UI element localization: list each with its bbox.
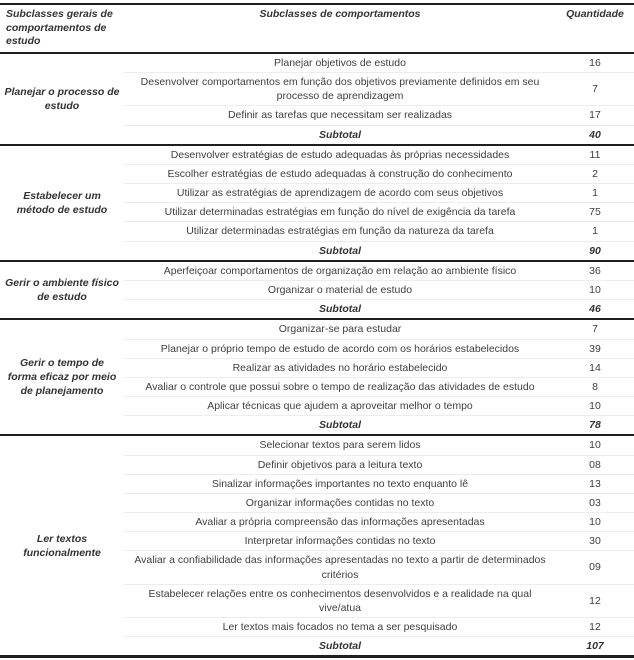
behavior-cell: Utilizar determinadas estratégias em função da natureza da tarefa	[124, 222, 556, 241]
quantity-cell: 13	[556, 474, 634, 493]
behavior-row	[0, 261, 634, 281]
behavior-cell: Definir as tarefas que necessitam ser realizadas	[124, 106, 556, 125]
behavior-cell: Organizar informações contidas no texto	[124, 493, 556, 512]
quantity-cell: 14	[556, 358, 634, 377]
behavior-cell: Avaliar a própria compreensão das informações apresentadas	[124, 513, 556, 532]
quantity-cell: 11	[556, 145, 634, 165]
subtotal-label-cell: Subtotal	[124, 241, 556, 261]
quantity-cell: 1	[556, 184, 634, 203]
behavior-cell: Desenvolver comportamentos em função dos objetivos previamente definidos em seu processo de aprendizagem	[124, 73, 556, 106]
category-cell: Ler textos funcionalmente	[0, 435, 124, 657]
behavior-cell: Utilizar determinadas estratégias em função do nível de exigência da tarefa	[124, 203, 556, 222]
quantity-cell: 10	[556, 397, 634, 416]
quantity-cell: 10	[556, 513, 634, 532]
behavior-cell: Sinalizar informações importantes no texto enquanto lê	[124, 474, 556, 493]
subtotal-label-cell: Subtotal	[124, 416, 556, 436]
behavior-row	[0, 145, 634, 165]
behavior-cell: Interpretar informações contidas no texto	[124, 532, 556, 551]
quantity-cell: 08	[556, 455, 634, 474]
quantity-cell: 03	[556, 493, 634, 512]
subtotal-value-cell: 78	[556, 416, 634, 436]
behavior-cell: Desenvolver estratégias de estudo adequadas às próprias necessidades	[124, 145, 556, 165]
quantity-cell: 30	[556, 532, 634, 551]
subtotal-label-cell: Subtotal	[124, 125, 556, 145]
behavior-row	[0, 319, 634, 339]
quantity-cell: 2	[556, 164, 634, 183]
subtotal-value-cell: 107	[556, 637, 634, 657]
quantity-cell: 7	[556, 319, 634, 339]
quantity-cell: 10	[556, 435, 634, 455]
behavior-cell: Escolher estratégias de estudo adequadas à construção do conhecimento	[124, 164, 556, 183]
quantity-cell: 16	[556, 53, 634, 73]
behavior-cell: Aplicar técnicas que ajudem a aproveitar melhor o tempo	[124, 397, 556, 416]
category-cell: Gerir o ambiente físico de estudo	[0, 261, 124, 320]
behavior-cell: Organizar o material de estudo	[124, 280, 556, 299]
col-header-quantity: Quantidade	[556, 4, 634, 53]
header-row	[0, 4, 634, 53]
quantity-cell: 09	[556, 551, 634, 584]
behavior-row	[0, 435, 634, 455]
study-behaviors-table	[0, 3, 634, 658]
subtotal-value-cell: 90	[556, 241, 634, 261]
behavior-cell: Aperfeiçoar comportamentos de organização em relação ao ambiente físico	[124, 261, 556, 281]
behavior-cell: Organizar-se para estudar	[124, 319, 556, 339]
quantity-cell: 12	[556, 584, 634, 617]
quantity-cell: 7	[556, 73, 634, 106]
quantity-cell: 8	[556, 377, 634, 396]
quantity-cell: 10	[556, 280, 634, 299]
behavior-cell: Ler textos mais focados no tema a ser pesquisado	[124, 618, 556, 637]
behavior-cell: Utilizar as estratégias de aprendizagem de acordo com seus objetivos	[124, 184, 556, 203]
quantity-cell: 75	[556, 203, 634, 222]
category-cell: Gerir o tempo de forma eficaz por meio de planejamento	[0, 319, 124, 435]
subtotal-label-cell: Subtotal	[124, 300, 556, 320]
behavior-cell: Definir objetivos para a leitura texto	[124, 455, 556, 474]
behavior-row	[0, 53, 634, 73]
quantity-cell: 39	[556, 339, 634, 358]
behavior-cell: Selecionar textos para serem lidos	[124, 435, 556, 455]
behavior-cell: Planejar objetivos de estudo	[124, 53, 556, 73]
col-header-behavior-subclasses: Subclasses de comportamentos	[124, 4, 556, 53]
quantity-cell: 36	[556, 261, 634, 281]
col-header-general-subclasses: Subclasses gerais de comportamentos de estudo	[0, 4, 124, 53]
quantity-cell: 12	[556, 618, 634, 637]
behavior-cell: Realizar as atividades no horário estabelecido	[124, 358, 556, 377]
category-cell: Planejar o processo de estudo	[0, 53, 124, 145]
subtotal-label-cell: Subtotal	[124, 637, 556, 657]
behavior-cell: Avaliar o controle que possui sobre o tempo de realização das atividades de estudo	[124, 377, 556, 396]
quantity-cell: 17	[556, 106, 634, 125]
table-body	[0, 53, 634, 657]
subtotal-value-cell: 40	[556, 125, 634, 145]
behavior-cell: Planejar o próprio tempo de estudo de acordo com os horários estabelecidos	[124, 339, 556, 358]
category-cell: Estabelecer um método de estudo	[0, 145, 124, 261]
quantity-cell: 1	[556, 222, 634, 241]
subtotal-value-cell: 46	[556, 300, 634, 320]
behavior-cell: Avaliar a confiabilidade das informações apresentadas no texto a partir de determinados critérios	[124, 551, 556, 584]
behavior-cell: Estabelecer relações entre os conhecimentos desenvolvidos e a realidade na qual vive/atua	[124, 584, 556, 617]
